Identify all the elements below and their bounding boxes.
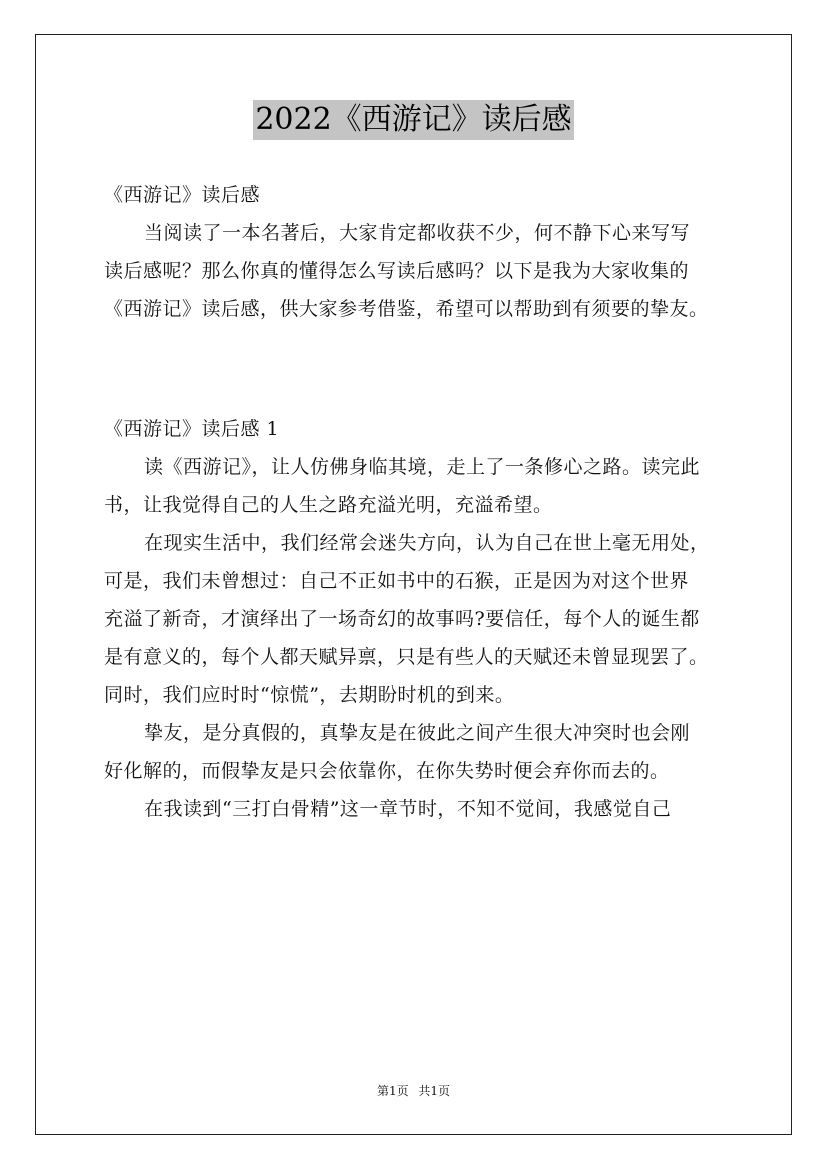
document-title: 2022《西游记》读后感: [253, 100, 573, 140]
paragraph-line: 好化解的，而假挚友是只会依靠你，在你失势时便会弃你而去的。: [104, 760, 670, 782]
title-container: [0, 100, 827, 140]
paragraph-line: 读《西游记》，让人仿佛身临其境，走上了一条修心之路。读完此: [144, 456, 701, 478]
paragraph-line: 是有意义的，每个人都天赋异禀，只是有些人的天赋还未曾显现罢了。: [104, 646, 709, 668]
paragraph-line: 书，让我觉得自己的人生之路充溢光明，充溢希望。: [104, 494, 553, 516]
paragraph-line: 《西游记》读后感，供大家参考借鉴，希望可以帮助到有须要的挚友。: [104, 298, 709, 320]
paragraph-line: 在现实生活中，我们经常会迷失方向，认为自己在世上毫无用处，: [144, 532, 710, 554]
section-heading: 《西游记》读后感 1: [104, 418, 280, 440]
paragraph-line: 挚友，是分真假的，真挚友是在彼此之间产生很大冲突时也会刚: [144, 722, 691, 744]
paragraph-line: 读后感呢？那么你真的懂得怎么写读后感吗？以下是我为大家收集的: [104, 260, 690, 282]
paragraph-line: 充溢了新奇，才演绎出了一场奇幻的故事吗?要信任，每个人的诞生都: [104, 608, 700, 630]
paragraph-line: 同时，我们应时时“惊慌”，去期盼时机的到来。: [104, 684, 515, 706]
paragraph-line: 当阅读了一本名著后，大家肯定都收获不少，何不静下心来写写: [144, 222, 691, 244]
page-footer: [0, 1083, 827, 1099]
intro-heading: 《西游记》读后感: [104, 184, 261, 206]
document-body: [104, 176, 744, 828]
paragraph-line: 可是，我们未曾想过：自己不正如书中的石猴，正是因为对这个世界: [104, 570, 690, 592]
page-total: 共1页: [418, 1084, 451, 1098]
paragraph-line: 在我读到“三打白骨精”这一章节时，不知不觉间，我感觉自己: [144, 798, 672, 820]
page-number: 第1页: [376, 1084, 409, 1098]
